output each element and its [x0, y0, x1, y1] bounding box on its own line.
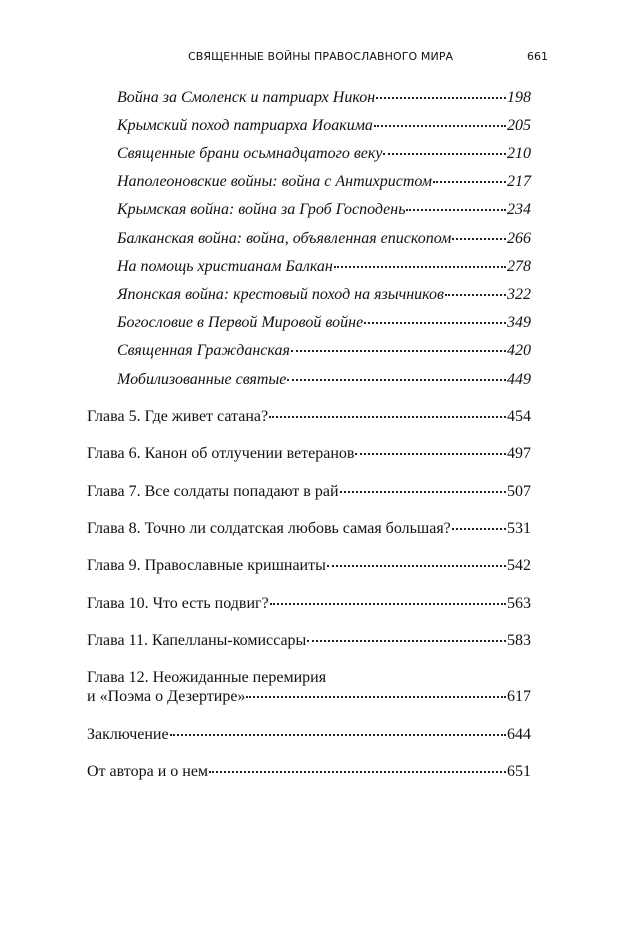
toc-endmatter-entry: [87, 762, 531, 782]
toc-entry-title: Глава 7. Все солдаты попадают в рай: [87, 483, 339, 500]
toc-entry-page: 507: [507, 483, 531, 500]
dot-leader: [334, 266, 506, 268]
toc-entry-title: Крымский поход патриарха Иоакима: [117, 117, 373, 134]
toc-subsection-entry: [117, 116, 531, 136]
toc-subsection-entry: [117, 200, 531, 220]
toc-entry-page: 583: [507, 632, 531, 649]
toc-entry-title: Глава 6. Канон об отлучении ветеранов: [87, 445, 355, 462]
toc-entry-title: Японская война: крестовый поход на язычников: [117, 286, 444, 303]
dot-leader: [452, 238, 506, 240]
toc-entry-title: Балканская война: война, объявленная епископом: [117, 230, 452, 247]
dot-leader: [209, 771, 506, 773]
toc-entry-page: 454: [507, 408, 531, 425]
toc-subsection-entry: [117, 172, 531, 192]
toc-entry-page: 542: [507, 557, 531, 574]
toc-entry-title: Глава 11. Капелланы-комиссары: [87, 632, 307, 649]
dot-leader: [364, 322, 506, 324]
toc-entry-title-line1: Глава 12. Неожиданные перемирия: [87, 669, 327, 686]
dot-leader: [355, 453, 506, 455]
toc-chapter-entry: [87, 556, 531, 576]
toc-entry-title: Глава 10. Что есть подвиг?: [87, 595, 269, 612]
toc-entry-title: Священные брани осьмнадцатого веку: [117, 145, 383, 162]
toc-entry-page: 205: [507, 117, 531, 134]
toc-entry-page: 266: [507, 230, 531, 247]
toc-entry-page: 420: [507, 342, 531, 359]
dot-leader: [287, 379, 506, 381]
toc-subsection-entry: [117, 144, 531, 164]
toc-subsection-entry: [117, 229, 531, 249]
toc-chapter-entry: [87, 407, 531, 427]
toc-entry-title: Глава 9. Православные кришнаиты: [87, 557, 326, 574]
dot-leader: [307, 640, 506, 642]
dot-leader: [383, 153, 506, 155]
dot-leader: [327, 565, 506, 567]
toc-entry-page: 644: [507, 726, 531, 743]
toc-entry-page: 617: [507, 688, 531, 705]
running-header: [0, 48, 618, 66]
toc-entry-page: 278: [507, 258, 531, 275]
toc-entry-title: Глава 8. Точно ли солдатская любовь самая большая?: [87, 520, 451, 537]
toc-entry-page: 531: [507, 520, 531, 537]
dot-leader: [270, 603, 506, 605]
toc-subsection-entry: [117, 257, 531, 277]
running-header-page-number: 661: [527, 50, 548, 63]
toc-entry-title: Священная Гражданская: [117, 342, 290, 359]
dot-leader: [374, 125, 506, 127]
toc-entry-title: Заключение: [87, 726, 169, 743]
dot-leader: [433, 181, 506, 183]
toc-entry-title: На помощь христианам Балкан: [117, 258, 333, 275]
toc-entry-title: Богословие в Первой Мировой войне: [117, 314, 364, 331]
toc-subsection-entry: [117, 313, 531, 333]
toc-chapter-entry: [87, 444, 531, 464]
toc-chapter-entry: [87, 594, 531, 614]
toc-endmatter-entry: [87, 725, 531, 745]
toc-entry-page: 349: [507, 314, 531, 331]
dot-leader: [291, 350, 506, 352]
toc-chapter-entry-two-line: [87, 668, 531, 706]
toc-entry-page: 322: [507, 286, 531, 303]
dot-leader: [340, 491, 506, 493]
toc-entry-page: 449: [507, 371, 531, 388]
toc-entry-page: 198: [507, 89, 531, 106]
dot-leader: [269, 416, 506, 418]
toc-chapter-entry: [87, 519, 531, 539]
toc-entry-page: 563: [507, 595, 531, 612]
toc-entry-page: 210: [507, 145, 531, 162]
toc-entry-page: 234: [507, 201, 531, 218]
toc-chapter-entry: [87, 482, 531, 502]
toc-entry-page: 651: [507, 763, 531, 780]
toc-chapter-entry: [87, 631, 531, 651]
toc-entry-title-line2: и «Поэма о Дезертире»: [87, 688, 246, 705]
dot-leader: [445, 294, 506, 296]
toc-entry-page: 217: [507, 173, 531, 190]
dot-leader: [170, 734, 506, 736]
toc-entry-title: Мобилизованные святые: [117, 371, 287, 388]
toc-subsection-entry: [117, 88, 531, 108]
toc-subsection-entry: [117, 370, 531, 390]
toc-entry-title: Глава 5. Где живет сатана?: [87, 408, 269, 425]
toc-subsection-entry: [117, 341, 531, 361]
toc-entry-second-line: [87, 687, 531, 706]
toc-entry-title: Война за Смоленск и патриарх Никон: [117, 89, 376, 106]
toc-entry-title: Наполеоновские войны: война с Антихристом: [117, 173, 433, 190]
toc-entry-title: От автора и о нем: [87, 763, 209, 780]
toc-entry-page: 497: [507, 445, 531, 462]
dot-leader: [406, 209, 506, 211]
toc-entry-title: Крымская война: война за Гроб Господень: [117, 201, 406, 218]
toc-subsection-entry: [117, 285, 531, 305]
dot-leader: [376, 97, 506, 99]
dot-leader: [452, 528, 506, 530]
dot-leader: [246, 696, 506, 698]
running-header-title: СВЯЩЕННЫЕ ВОЙНЫ ПРАВОСЛАВНОГО МИРА: [188, 50, 454, 63]
